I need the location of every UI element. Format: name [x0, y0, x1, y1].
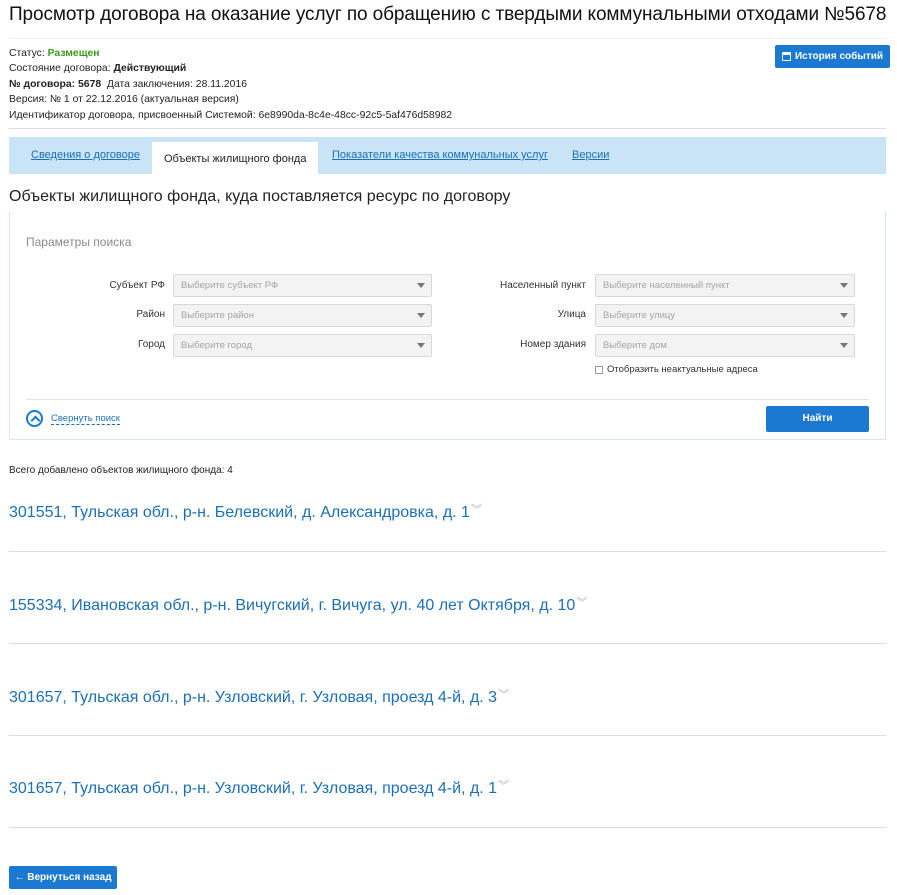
- back-button[interactable]: ← Вернуться назад: [9, 866, 117, 889]
- chevron-up-circle-icon[interactable]: [26, 410, 43, 427]
- tab-bar: [9, 137, 886, 174]
- locality-label: Населенный пункт: [499, 280, 586, 291]
- subject-placeholder: Выберите субъект РФ: [181, 280, 279, 291]
- tab-quality-indicators[interactable]: Показатели качества коммунальных услуг: [332, 149, 548, 161]
- state-line: [9, 61, 452, 76]
- chevron-down-icon: [840, 283, 848, 288]
- divider: [26, 399, 869, 400]
- housing-object-item[interactable]: [9, 501, 482, 522]
- chevron-down-icon: [417, 313, 425, 318]
- district-select[interactable]: [173, 304, 432, 327]
- chevron-down-icon: [417, 283, 425, 288]
- housing-object-item[interactable]: [9, 594, 587, 615]
- city-placeholder: Выберите город: [181, 340, 252, 351]
- building-label: Номер здания: [520, 339, 586, 350]
- street-select[interactable]: [595, 304, 855, 327]
- building-select[interactable]: [595, 334, 855, 357]
- chevron-down-icon: [417, 343, 425, 348]
- collapse-search-link[interactable]: Свернуть поиск: [51, 413, 120, 424]
- district-label: Район: [136, 309, 165, 320]
- history-button[interactable]: [775, 45, 890, 68]
- divider: [9, 128, 886, 129]
- tab-housing-objects[interactable]: Объекты жилищного фонда: [152, 142, 318, 174]
- housing-object-address: 155334, Ивановская обл., р-н. Вичугский, г. Вичуга, ул. 40 лет Октября, д. 10: [9, 597, 576, 614]
- divider: [9, 643, 886, 644]
- subject-select[interactable]: [173, 274, 432, 297]
- search-panel: [9, 212, 886, 440]
- divider: [9, 38, 886, 39]
- tab-versions[interactable]: Версии: [572, 149, 610, 161]
- contract-date: Дата заключения: 28.11.2016: [106, 78, 248, 90]
- divider: [9, 735, 886, 736]
- housing-object-item[interactable]: [9, 686, 509, 707]
- district-placeholder: Выберите район: [181, 310, 254, 321]
- expand-chevron-icon[interactable]: ︾: [498, 780, 510, 792]
- locality-placeholder: Выберите населенный пункт: [603, 280, 730, 291]
- street-label: Улица: [557, 309, 586, 320]
- state-value: Действующий: [113, 63, 187, 75]
- section-title: Объекты жилищного фонда, куда поставляется ресурс по договору: [9, 188, 511, 205]
- identifier-line: Идентификатор договора, присвоенный Системой: 6e8990da-8c4e-48cc-92c5-5af476d58982: [9, 109, 453, 121]
- chevron-down-icon: [840, 343, 848, 348]
- expand-chevron-icon[interactable]: ︾: [498, 689, 510, 701]
- show-outdated-label[interactable]: Отобразить неактуальные адреса: [607, 364, 758, 375]
- building-placeholder: Выберите дом: [603, 340, 667, 351]
- city-select[interactable]: [173, 334, 432, 357]
- tab-contract-info[interactable]: Сведения о договоре: [31, 149, 140, 161]
- contract-number: № договора: 5678: [9, 78, 102, 90]
- locality-select[interactable]: [595, 274, 855, 297]
- status-label: Статус:: [9, 48, 45, 59]
- number-line: [9, 77, 452, 92]
- page-title: Просмотр договора на оказание услуг по обращению с твердыми коммунальными отходами №5678: [9, 4, 887, 25]
- search-panel-title: Параметры поиска: [26, 235, 132, 249]
- status-value: Размещен: [47, 48, 100, 59]
- housing-object-address: 301657, Тульская обл., р-н. Узловский, г. Узловая, проезд 4-й, д. 1: [9, 780, 498, 797]
- total-count: Всего добавлено объектов жилищного фонда: 4: [9, 465, 233, 476]
- divider: [9, 551, 886, 552]
- housing-object-item[interactable]: [9, 777, 509, 798]
- expand-chevron-icon[interactable]: ︾: [576, 597, 588, 609]
- divider: [9, 827, 886, 828]
- subject-label: Субъект РФ: [109, 280, 165, 291]
- history-button-label: История событий: [794, 51, 884, 62]
- city-label: Город: [137, 339, 165, 350]
- show-outdated-checkbox[interactable]: [595, 366, 603, 374]
- calendar-icon: [782, 52, 791, 61]
- find-button[interactable]: Найти: [766, 406, 869, 432]
- housing-object-address: 301657, Тульская обл., р-н. Узловский, г. Узловая, проезд 4-й, д. 3: [9, 689, 498, 706]
- state-label: Состояние договора:: [9, 63, 111, 75]
- status-line: [9, 46, 452, 61]
- street-placeholder: Выберите улицу: [603, 310, 676, 321]
- housing-object-address: 301551, Тульская обл., р-н. Белевский, д. Александровка, д. 1: [9, 504, 470, 521]
- expand-chevron-icon[interactable]: ︾: [470, 504, 482, 516]
- version-line: Версия: № 1 от 22.12.2016 (актуальная версия): [9, 94, 239, 106]
- chevron-down-icon: [840, 313, 848, 318]
- contract-meta: [9, 46, 452, 123]
